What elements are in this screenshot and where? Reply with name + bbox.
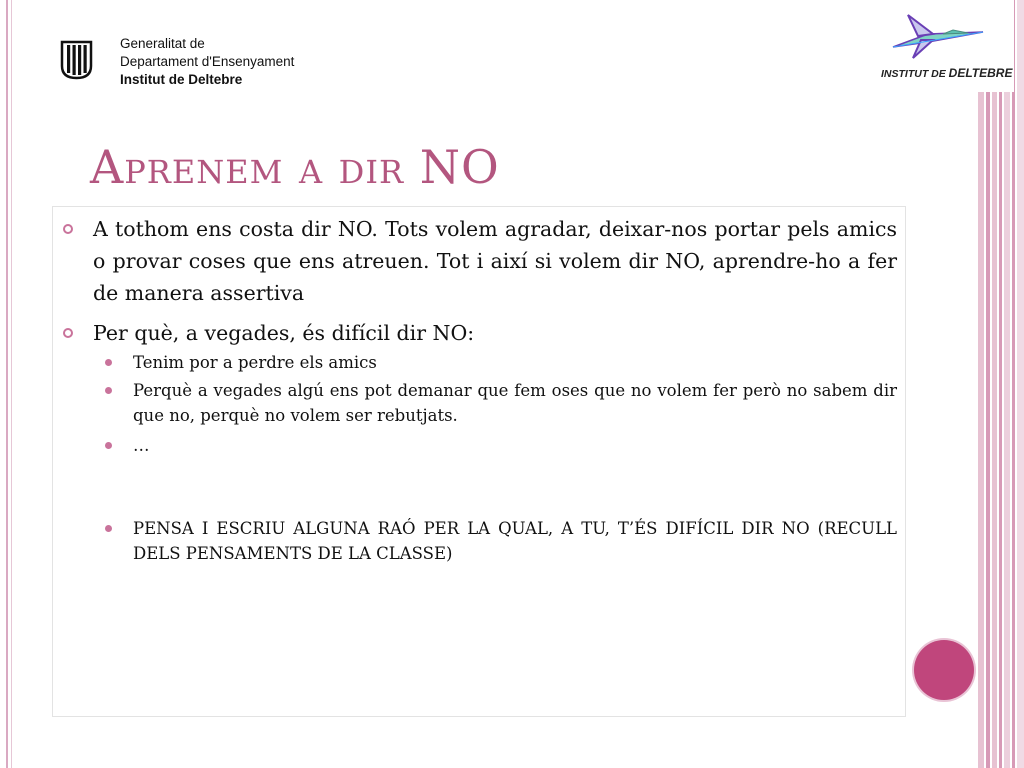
right-stripe [999, 0, 1002, 768]
rocket-logo-icon [888, 12, 988, 62]
bullet-ring-icon [63, 328, 73, 338]
bullet-text: Perquè a vegades algú ens pot demanar que fem oses que no volem fer però no sabem dir que no, perquè no volem ser rebutjats. [133, 381, 897, 425]
right-stripe [1004, 0, 1010, 768]
org-line-2: Departament d'Ensenyament [120, 54, 295, 69]
content-box [52, 206, 906, 717]
bullet-level1 [65, 213, 897, 309]
org-line-3: Institut de Deltebre [120, 72, 243, 87]
bullet-dot-icon [105, 359, 112, 366]
right-stripe [1012, 0, 1015, 768]
generalitat-logo-icon [60, 40, 93, 80]
bullet-text: … [133, 436, 150, 455]
left-frame-line-inner [11, 0, 12, 768]
bullet-text: Per què, a vegades, és difícil dir NO: [93, 321, 475, 345]
bullet-level1 [65, 317, 897, 349]
left-frame-line [6, 0, 8, 768]
right-stripe [1017, 0, 1024, 768]
right-stripe [992, 0, 997, 768]
institute-logo-text [881, 66, 1011, 80]
institute-logo-big: DELTEBRE [948, 66, 1013, 80]
bullet-text: A tothom ens costa dir NO. Tots volem agradar, deixar-nos portar pels amics o provar coses que ens atreuen. Tot i així si volem dir NO, aprendre-ho a fer de manera assertiva [93, 217, 897, 305]
organization-text [120, 35, 294, 89]
decorative-circle [914, 640, 974, 700]
bullet-dot-icon [105, 525, 112, 532]
bullet-ring-icon [63, 224, 73, 234]
bullet-level2 [105, 378, 897, 428]
bullet-level2 [105, 516, 897, 566]
right-stripe [986, 0, 990, 768]
org-line-1: Generalitat de [120, 36, 205, 51]
bullet-level2 [105, 350, 897, 375]
bullet-text: Tenim por a perdre els amics [133, 353, 377, 372]
right-stripe [978, 0, 984, 768]
institute-logo-small: INSTITUT DE [881, 68, 946, 80]
slide-title: Aprenem a dir NO [90, 140, 500, 194]
bullet-dot-icon [105, 387, 112, 394]
bullet-text: PENSA I ESCRIU ALGUNA RAÓ PER LA QUAL, A TU, T’ÉS DIFÍCIL DIR NO (RECULL DELS PENSAMENTS DE LA CLASSE) [133, 519, 897, 563]
bullet-dot-icon [105, 442, 112, 449]
bullet-level2 [105, 433, 897, 458]
